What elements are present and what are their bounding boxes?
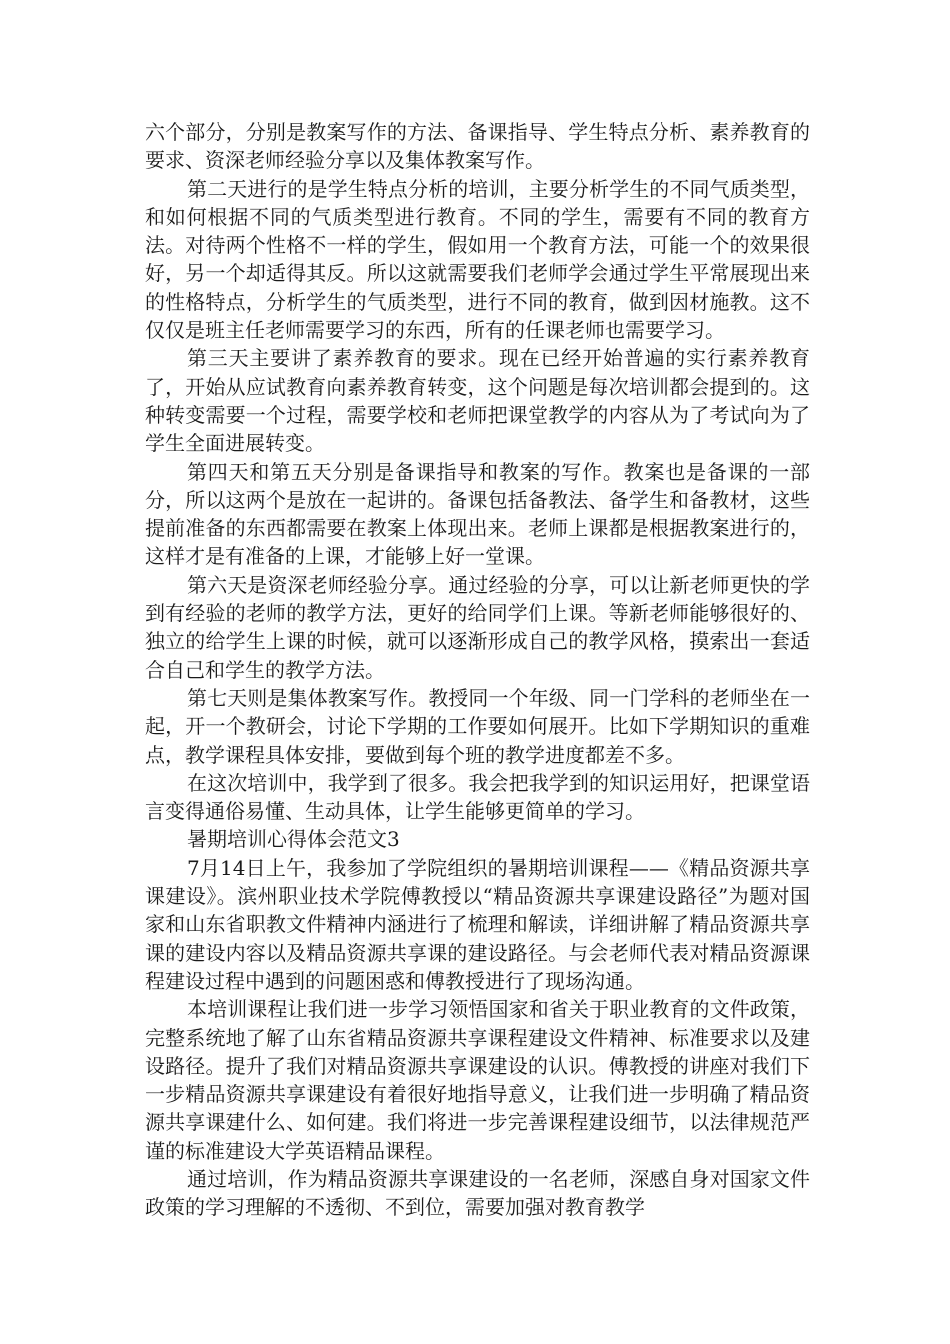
paragraph-1: 六个部分，分别是教案写作的方法、备课指导、学生特点分析、素养教育的要求、资深老师经验分享以及集体教案写作。 (145, 120, 810, 173)
paragraph-8: 7月14日上午，我参加了学院组织的暑期培训课程——《精品资源共享课建设》。滨州职业技术学院傅教授以“精品资源共享课建设路径”为题对国家和山东省职教文件精神内涵进行了梳理和解读，详细讲解了精品资源共享课的建设内容以及精品资源共享课的建设路径。与会老师代表对精品资源课程建设过程中遇到的问题困惑和傅教授进行了现场沟通。 (145, 855, 810, 993)
paragraph-9: 本培训课程让我们进一步学习领悟国家和省关于职业教育的文件政策，完整系统地了解了山东省精品资源共享课程建设文件精神、标准要求以及建设路径。提升了我们对精品资源共享课建设的认识。傅教授的讲座对我们下一步精品资源共享课建设有着很好地指导意义，让我们进一步明确了精品资源共享课建什么、如何建。我们将进一步完善课程建设细节，以法律规范严谨的标准建设大学英语精品课程。 (145, 997, 810, 1163)
paragraph-2: 第二天进行的是学生特点分析的培训，主要分析学生的不同气质类型，和如何根据不同的气质类型进行教育。不同的学生，需要有不同的教育方法。对待两个性格不一样的学生，假如用一个教育方法，可能一个的效果很好，另一个却适得其反。所以这就需要我们老师学会通过学生平常展现出来的性格特点，分析学生的气质类型，进行不同的教育，做到因材施教。这不仅仅是班主任老师需要学习的东西，所有的任课老师也需要学习。 (145, 176, 810, 343)
document-page (145, 118, 810, 1222)
section-heading: 暑期培训心得体会范文3 (187, 827, 400, 852)
paragraph-6: 第七天则是集体教案写作。教授同一个年级、同一门学科的老师坐在一起，开一个教研会，讨论下学期的工作要如何展开。比如下学期知识的重难点，教学课程具体安排，要做到每个班的教学进度都差不多。 (145, 685, 810, 767)
paragraph-3: 第三天主要讲了素养教育的要求。现在已经开始普遍的实行素养教育了，开始从应试教育向素养教育转变，这个问题是每次培训都会提到的。这种转变需要一个过程，需要学校和老师把课堂教学的内容从为了考试向为了学生全面进展转变。 (145, 346, 810, 456)
paragraph-10: 通过培训，作为精品资源共享课建设的一名老师，深感自身对国家文件政策的学习理解的不透彻、不到位，需要加强对教育教学 (145, 1166, 810, 1220)
paragraph-4: 第四天和第五天分别是备课指导和教案的写作。教案也是备课的一部分，所以这两个是放在一起讲的。备课包括备教法、备学生和备教材，这些提前准备的东西都需要在教案上体现出来。老师上课都是根据教案进行的，这样才是有准备的上课，才能够上好一堂课。 (145, 459, 810, 569)
paragraph-5: 第六天是资深老师经验分享。通过经验的分享，可以让新老师更快的学到有经验的老师的教学方法，更好的给同学们上课。等新老师能够很好的、独立的给学生上课的时候，就可以逐渐形成自己的教学风格，摸索出一套适合自己和学生的教学方法。 (145, 572, 810, 682)
paragraph-7: 在这次培训中，我学到了很多。我会把我学到的知识运用好，把课堂语言变得通俗易懂、生动具体，让学生能够更简单的学习。 (145, 770, 810, 824)
